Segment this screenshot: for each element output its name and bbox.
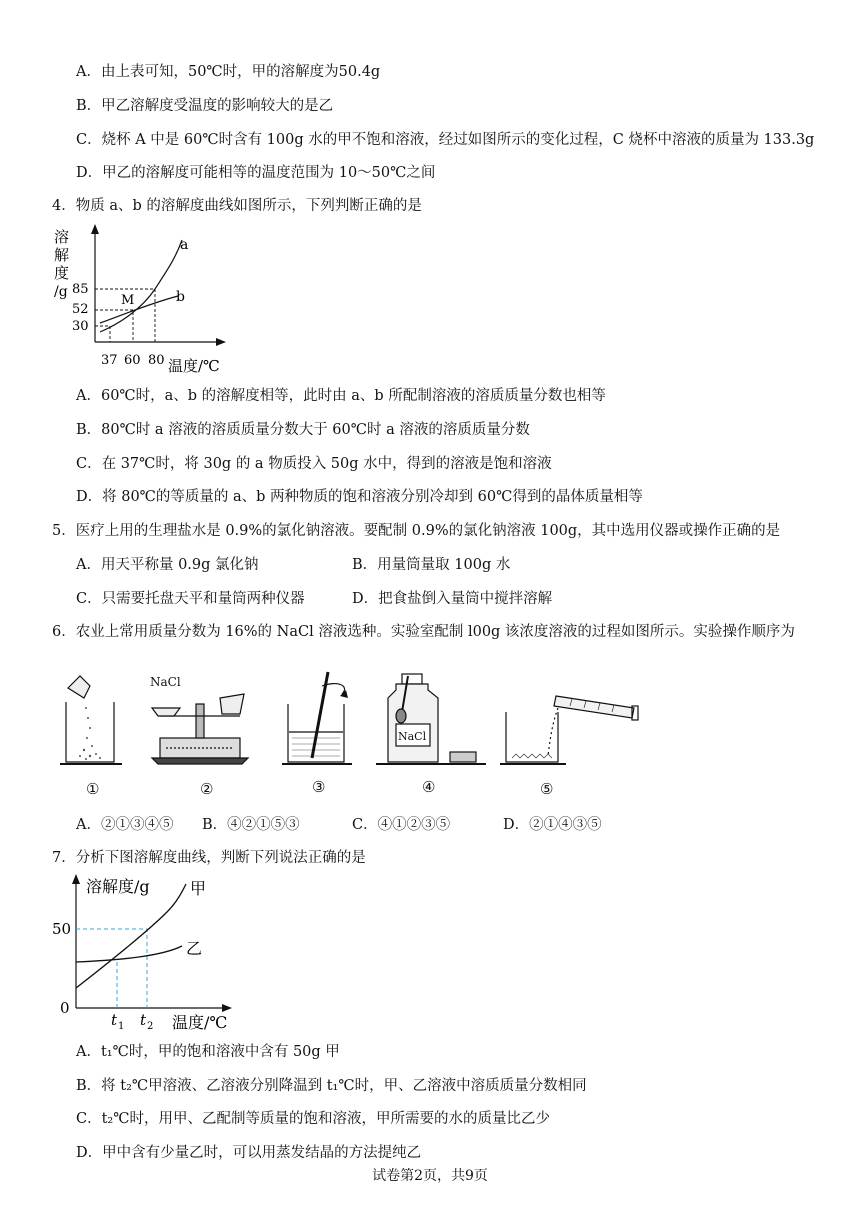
q6-option-c: C．④①②③⑤ [352,817,451,833]
step2-balance [150,675,248,764]
q4-ylabel-2: 解 [54,246,70,264]
q4-option-b: B．80℃时 a 溶液的溶质质量分数大于 60℃时 a 溶液的溶质质量分数 [76,422,530,438]
q4-ylabel-3: 度 [54,264,70,282]
q3-option-c: C．烧杯 A 中是 60℃时含有 100g 水的甲不饱和溶液，经过如图所示的变化过程，C 烧杯中溶液的质量为 133.3g [76,132,815,148]
q7-curve-jia [76,884,186,988]
q4-solubility-chart [48,222,248,377]
q7-xlabel: 温度/℃ [172,1013,228,1032]
q5-option-d: D．把食盐倒入量筒中搅拌溶解 [352,591,553,607]
q4-curve-b-label: b [176,289,185,305]
step4-reagent-jar [376,674,486,764]
q4-ylabel-1: 溶 [54,228,70,246]
q7-option-b: B．将 t₂℃甲溶液、乙溶液分别降温到 t₁℃时，甲、乙溶液中溶质质量分数相同 [76,1078,587,1094]
q3-option-a: A．由上表可知，50℃时，甲的溶解度为50.4g [76,64,381,80]
step3-stir [282,672,352,764]
q7-ytick-50: 50 [52,920,72,938]
q4-ytick-85: 85 [72,282,89,297]
q6-lab-procedure-figure [56,668,656,778]
q4-point-m: M [121,293,135,308]
q4-xlabel: 温度/℃ [168,357,220,375]
step1-pour-solid [60,676,122,764]
q6-label-4: ④ [422,778,436,796]
page-footer: 试卷第2页，共9页 [372,1168,488,1184]
q7-x-arrow [222,1004,232,1012]
q6-label-1: ① [86,780,100,798]
q7-xtick-t1-sub: 1 [118,1021,125,1032]
q4-ytick-52: 52 [72,302,89,317]
q7-stem: 7．分析下图溶解度曲线，判断下列说法正确的是 [52,850,366,866]
q3-option-d: D．甲乙的溶解度可能相等的温度范围为 10～50℃之间 [76,165,436,181]
q7-xtick-t2-sub: 2 [147,1021,154,1032]
q7-solubility-chart [52,870,252,1035]
q4-ylabel-4: /g [54,284,68,300]
q4-option-d: D．将 80℃的等质量的 a、b 两种物质的饱和溶液分别冷却到 60℃得到的晶体质量相等 [76,489,643,505]
q7-option-c: C．t₂℃时，用甲、乙配制等质量的饱和溶液，甲所需要的水的质量比乙少 [76,1111,550,1127]
q6-label-2: ② [200,780,214,798]
q3-option-b: B．甲乙溶解度受温度的影响较大的是乙 [76,98,334,114]
q5-option-a: A．用天平称量 0.9g 氯化钠 [76,557,259,573]
q7-guide-t2 [76,929,147,1008]
q4-curve-a-label: a [180,237,189,253]
q5-stem: 5．医疗上用的生理盐水是 0.9%的氯化钠溶液。要配制 0.9%的氯化钠溶液 100g，其中选用仪器或操作正确的是 [52,523,781,539]
step4-nacl-label: NaCl [398,730,427,743]
q7-y-arrow [72,874,80,884]
q6-stem: 6．农业上常用质量分数为 16%的 NaCl 溶液选种。实验室配制 l00g 该浓度溶液的过程如图所示。实验操作顺序为 [52,624,795,640]
q7-option-d: D．甲中含有少量乙时，可以用蒸发结晶的方法提纯乙 [76,1145,422,1161]
q7-ylabel: 溶解度/g [86,877,150,896]
q6-option-b: B．④②①⑤③ [202,817,300,833]
q4-option-a: A．60℃时，a、b 的溶解度相等，此时由 a、b 所配制溶液的溶质质量分数也相等 [76,388,606,404]
step5-pour-liquid [500,696,638,764]
q4-xtick-60: 60 [124,353,141,368]
q6-label-3: ③ [312,778,326,796]
step2-nacl-label: NaCl [150,675,181,689]
q7-curve-yi [76,946,182,962]
q6-option-a: A．②①③④⑤ [76,817,174,833]
q7-xtick-t2: t [140,1011,147,1029]
q6-option-d: D．②①④③⑤ [503,817,602,833]
q7-origin: 0 [60,999,70,1017]
q4-ytick-30: 30 [72,319,89,334]
q5-option-c: C．只需要托盘天平和量筒两种仪器 [76,591,305,607]
q4-stem: 4．物质 a、b 的溶解度曲线如图所示，下列判断正确的是 [52,198,422,214]
q5-option-b: B．用量筒量取 100g 水 [352,557,511,573]
q7-curve-jia-label: 甲 [190,879,207,898]
q6-label-5: ⑤ [540,780,554,798]
q4-option-c: C．在 37℃时，将 30g 的 a 物质投入 50g 水中，得到的溶液是饱和溶液 [76,456,552,472]
q4-y-arrow [91,224,99,234]
q7-xtick-t1: t [111,1011,118,1029]
q7-option-a: A．t₁℃时，甲的饱和溶液中含有 50g 甲 [76,1044,340,1060]
q4-x-arrow [216,338,226,346]
q4-xtick-37: 37 [101,353,118,368]
q4-curve-b [100,296,178,323]
q7-curve-yi-label: 乙 [186,939,203,958]
q4-xtick-80: 80 [148,353,165,368]
